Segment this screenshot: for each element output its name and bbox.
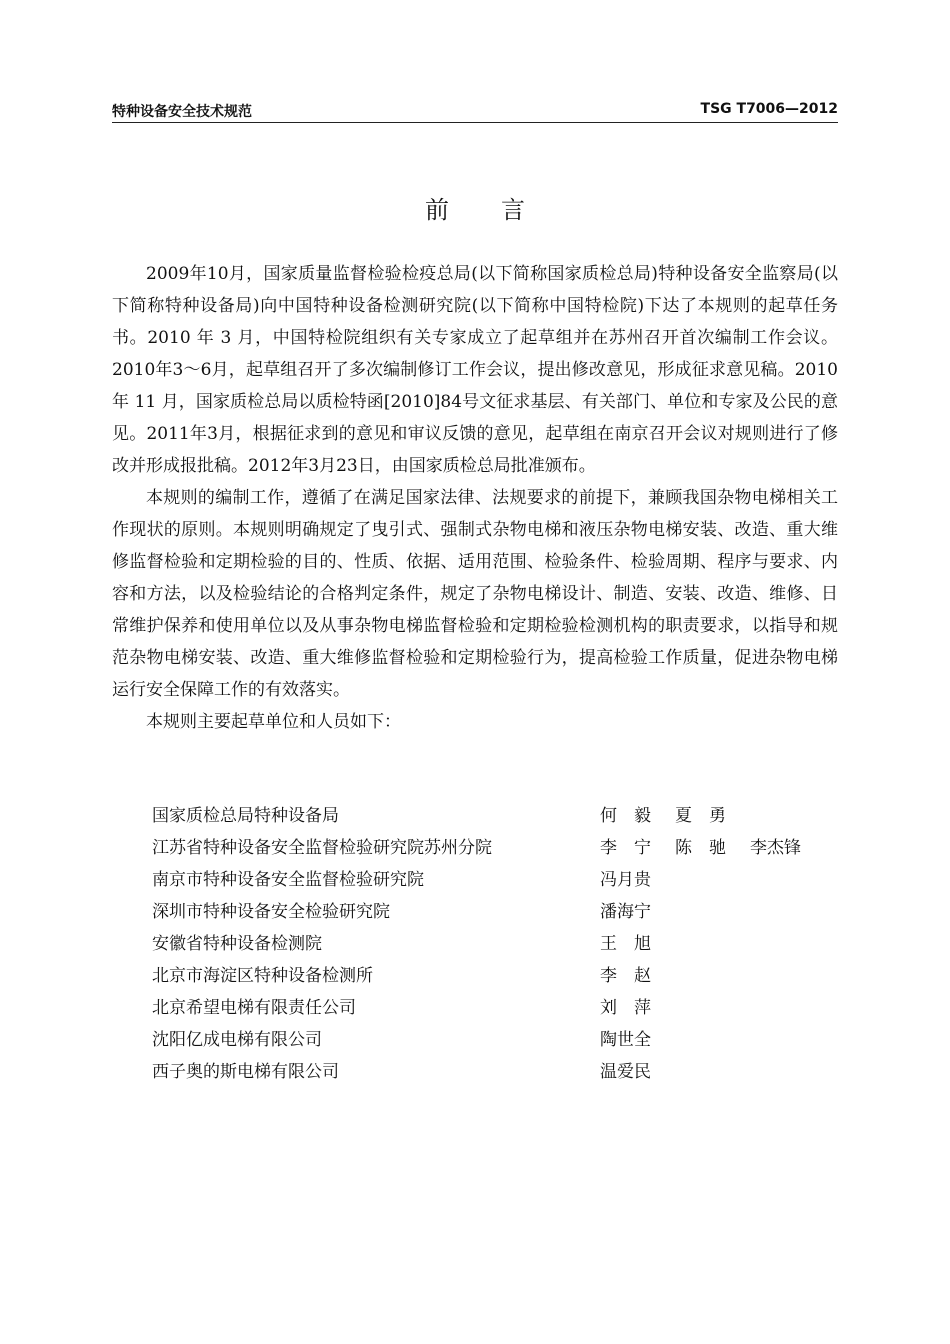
drafter-person: 夏 勇 <box>675 806 726 826</box>
drafter-person: 冯月贵 <box>600 870 651 890</box>
drafter-row <box>152 800 852 832</box>
drafter-row <box>152 1024 852 1056</box>
drafter-persons <box>600 800 750 832</box>
drafter-row <box>152 960 852 992</box>
drafter-person: 王 旭 <box>600 934 651 954</box>
drafter-row <box>152 896 852 928</box>
drafter-person: 陶世全 <box>600 1030 651 1050</box>
drafter-row <box>152 1056 852 1088</box>
drafter-persons <box>600 992 675 1024</box>
drafter-row <box>152 864 852 896</box>
drafter-person: 刘 萍 <box>600 998 651 1018</box>
drafter-unit: 北京希望电梯有限责任公司 <box>152 998 356 1018</box>
drafter-unit: 北京市海淀区特种设备检测所 <box>152 966 373 986</box>
drafter-persons <box>600 1056 675 1088</box>
header-series-title: 特种设备安全技术规范 <box>112 104 252 120</box>
drafter-person: 何 毅 <box>600 806 651 826</box>
paragraph-history: 2009年10月，国家质量监督检验检疫总局(以下简称国家质检总局)特种设备安全监察局(以下简称特种设备局)向中国特种设备检测研究院(以下简称中国特检院)下达了本规则的起草任务书。2010 年 3 月，中国特检院组织有关专家成立了起草组并在苏州召开首次编制工作会议。2010年3～6月，起草组召开了多次编制修订工作会议，提出修改意见，形成征求意见稿。2010 年 11 月，国家质检总局以质检特函[2010]84号文征求基层、有关部门、单位和专家及公民的意见。2011年3月，根据征求到的意见和审议反馈的意见，起草组在南京召开会议对规则进行了修改并形成报批稿。2012年3月23日，由国家质检总局批准颁布。 <box>112 264 838 476</box>
drafter-unit: 西子奥的斯电梯有限公司 <box>152 1062 339 1082</box>
drafter-persons <box>600 832 825 864</box>
drafter-row <box>152 992 852 1024</box>
drafter-unit: 南京市特种设备安全监督检验研究院 <box>152 870 424 890</box>
drafter-unit: 深圳市特种设备安全检验研究院 <box>152 902 390 922</box>
drafter-unit: 江苏省特种设备安全监督检验研究院苏州分院 <box>152 838 492 858</box>
drafters-list <box>152 800 852 1088</box>
drafter-person: 李 赵 <box>600 966 651 986</box>
paragraph-principles: 本规则的编制工作，遵循了在满足国家法律、法规要求的前提下，兼顾我国杂物电梯相关工作现状的原则。本规则明确规定了曳引式、强制式杂物电梯和液压杂物电梯安装、改造、重大维修监督检验和定期检验的目的、性质、依据、适用范围、检验条件、检验周期、程序与要求、内容和方法，以及检验结论的合格判定条件，规定了杂物电梯设计、制造、安装、改造、维修、日常维护保养和使用单位以及从事杂物电梯监督检验和定期检验检测机构的职责要求，以指导和规范杂物电梯安装、改造、重大维修监督检验和定期检验行为，提高检验工作质量，促进杂物电梯运行安全保障工作的有效落实。 <box>112 488 838 700</box>
drafter-person: 温爱民 <box>600 1062 651 1082</box>
drafter-person: 李杰锋 <box>750 838 801 858</box>
drafter-unit: 国家质检总局特种设备局 <box>152 806 339 826</box>
drafter-persons <box>600 928 675 960</box>
drafter-row <box>152 832 852 864</box>
drafter-persons <box>600 1024 675 1056</box>
drafter-unit: 安徽省特种设备检测院 <box>152 934 322 954</box>
page-header <box>112 100 838 123</box>
header-standard-number: TSG T7006—2012 <box>700 101 838 117</box>
drafter-persons <box>600 896 675 928</box>
paragraph-drafters-intro: 本规则主要起草单位和人员如下： <box>146 712 401 732</box>
drafter-unit: 沈阳亿成电梯有限公司 <box>152 1030 322 1050</box>
drafter-person: 陈 驰 <box>675 838 726 858</box>
drafter-persons <box>600 960 675 992</box>
drafter-person: 潘海宁 <box>600 902 651 922</box>
drafter-row <box>152 928 852 960</box>
page-title: 前言 <box>425 196 577 224</box>
drafter-person: 李 宁 <box>600 838 651 858</box>
drafter-persons <box>600 864 675 896</box>
body-text <box>112 258 838 738</box>
